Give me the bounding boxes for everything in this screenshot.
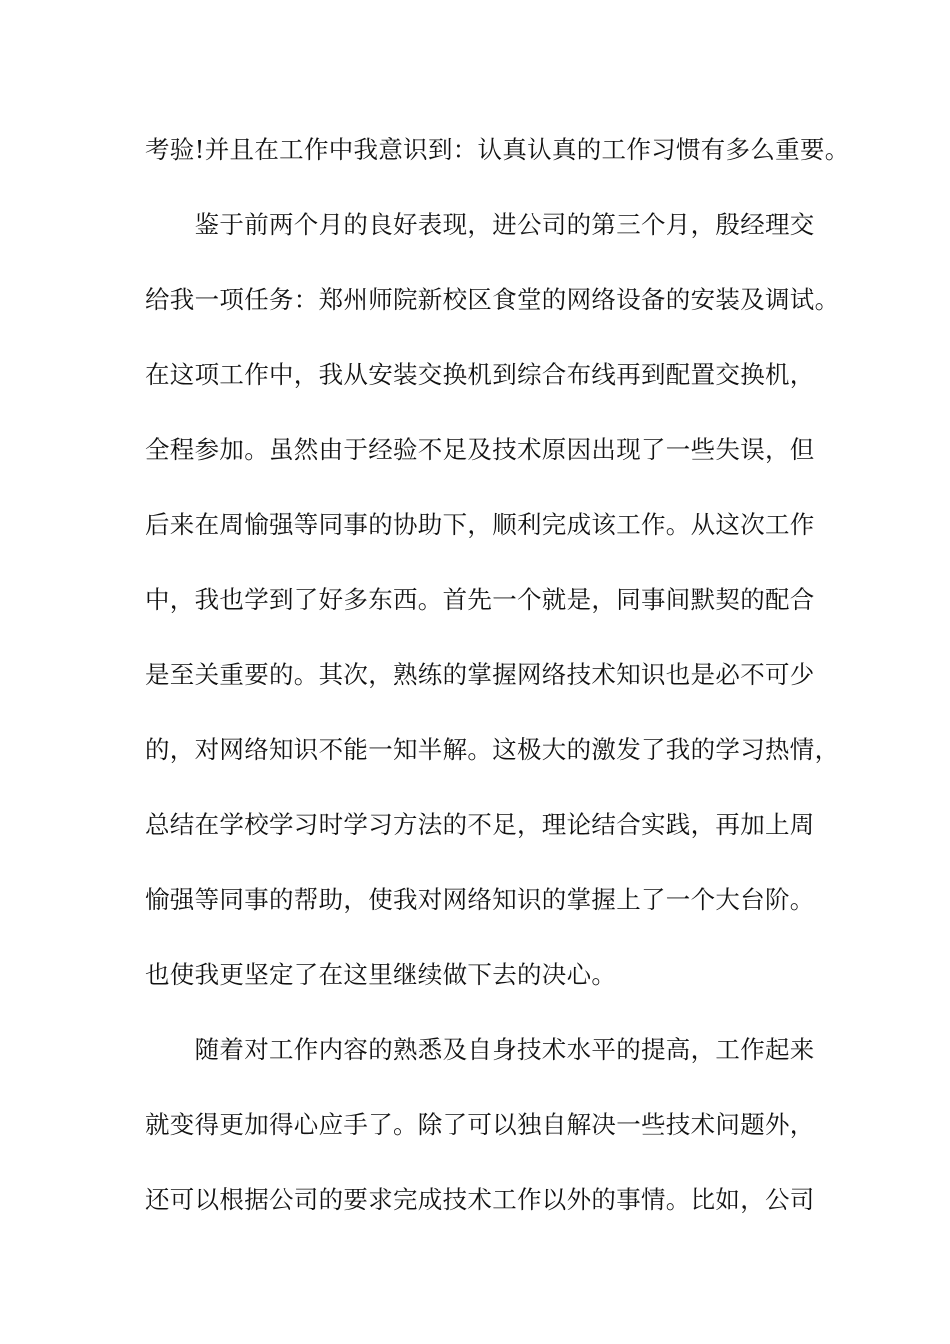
text-line-1: 考验!并且在工作中我意识到：认真认真的工作习惯有多么重要。	[145, 135, 850, 164]
text-line-14: 就变得更加得心应手了。除了可以独自解决一些技术问题外，	[145, 1110, 815, 1139]
text-line-13: 随着对工作内容的熟悉及自身技术水平的提高，工作起来	[145, 1035, 815, 1064]
text-line-9: 的，对网络知识不能一知半解。这极大的激发了我的学习热情，	[145, 735, 840, 764]
text-line-15: 还可以根据公司的要求完成技术工作以外的事情。比如，公司	[145, 1185, 815, 1214]
text-line-2: 鉴于前两个月的良好表现，进公司的第三个月，殷经理交	[145, 210, 815, 239]
text-line-11: 愉强等同事的帮助，使我对网络知识的掌握上了一个大台阶。	[145, 885, 815, 914]
text-line-6: 后来在周愉强等同事的协助下，顺利完成该工作。从这次工作	[145, 510, 815, 539]
text-line-12: 也使我更坚定了在这里继续做下去的决心。	[145, 960, 617, 989]
text-line-5: 全程参加。虽然由于经验不足及技术原因出现了一些失误，但	[145, 435, 815, 464]
text-line-8: 是至关重要的。其次，熟练的掌握网络技术知识也是必不可少	[145, 660, 815, 689]
text-line-3: 给我一项任务：郑州师院新校区食堂的网络设备的安装及调试。	[145, 285, 840, 314]
text-line-4: 在这项工作中，我从安装交换机到综合布线再到配置交换机，	[145, 360, 815, 389]
text-line-10: 总结在学校学习时学习方法的不足，理论结合实践，再加上周	[145, 810, 815, 839]
text-line-7: 中，我也学到了好多东西。首先一个就是，同事间默契的配合	[145, 585, 815, 614]
